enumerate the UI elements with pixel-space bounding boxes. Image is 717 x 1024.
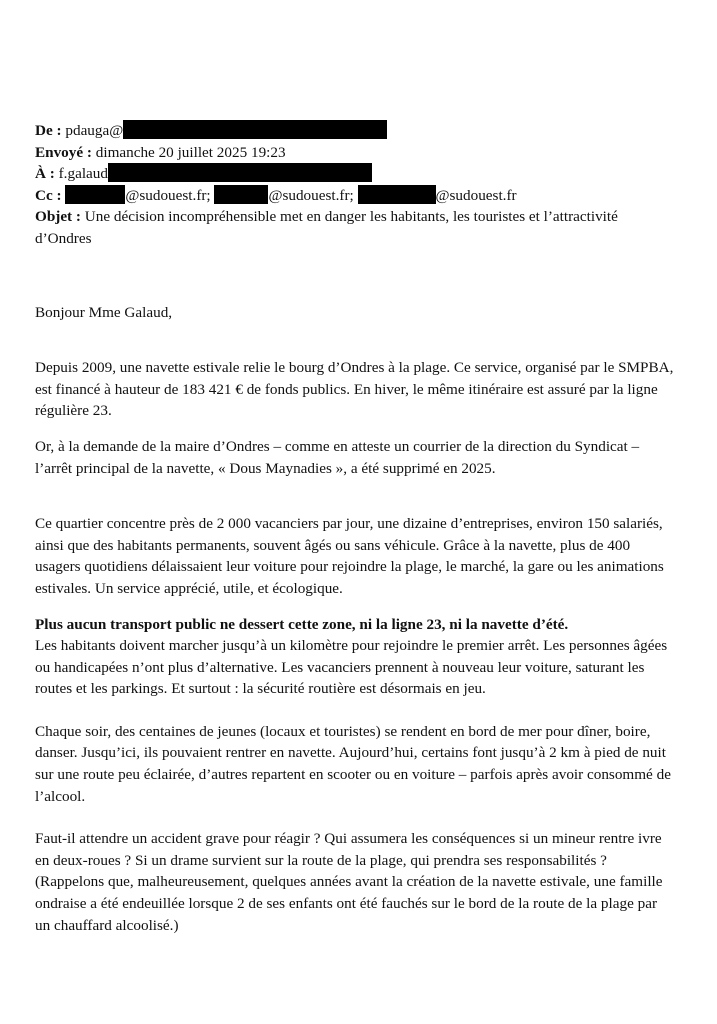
cc-label: Cc : [35,186,62,204]
paragraph-6: Faut-il attendre un accident grave pour réagir ? Qui assumera les conséquences si un mineur rentre ivre en deux-roues ? Si un drame survient sur la route de la plage, qui prendra ses responsabilités ? [35,830,662,869]
paragraph-4 [35,614,675,700]
cc-address-2: @sudouest.fr; [268,186,354,204]
subject-value: Une décision incompréhensible met en danger les habitants, les touristes et l’attractivité d’Ondres [35,208,618,247]
paragraph-4-text: Les habitants doivent marcher jusqu’à un kilomètre pour rejoindre le premier arrêt. Les personnes âgées ou handicapées n’ont plus d’alternative. Les vacanciers prennent à nouveau leur voiture, saturant les routes et les parkings. Et surtout : la sécurité routière est désormais en jeu. [35,637,668,698]
email-document [35,120,675,936]
sent-label: Envoyé : [35,143,92,161]
redaction-bar [108,163,372,182]
redaction-bar [123,120,387,139]
cc-address-1: @sudouest.fr; [125,186,211,204]
paragraph-1: Depuis 2009, une navette estivale relie le bourg d’Ondres à la plage. Ce service, organisé par le SMPBA, est financé à hauteur de 183 421 € de fonds publics. En hiver, le même itinéraire est assuré par la ligne régulière 23. [35,359,674,420]
redaction-bar [214,185,268,204]
to-line [35,163,675,185]
sent-line [35,142,675,164]
paragraph-5: Chaque soir, des centaines de jeunes (locaux et touristes) se rendent en bord de mer pour dîner, boire, danser. Jusqu’ici, ils pouvaient rentrer en navette. Aujourd’hui, certains font jusqu’à 2 km à pied de nuit sur une route peu éclairée, d’autres repartent en scooter ou en voiture – parfois après avoir consommé de l’alcool. [35,722,671,805]
from-line [35,120,675,142]
to-label: À : [35,165,55,183]
greeting: Bonjour Mme Galaud, [35,303,173,321]
email-header [35,120,675,250]
paragraph-3: Ce quartier concentre près de 2 000 vacanciers par jour, une dizaine d’entreprises, environ 150 salariés, ainsi que des habitants permanents, souvent âgés ou sans véhicule. Grâce à la navette, plus de 400 usagers quotidiens délaissaient leur voiture pour rejoindre la plage, le marché, la gare ou les animations estivales. Un service apprécié, utile, et écologique. [35,515,664,597]
from-value: pdauga@ [65,122,124,139]
to-value: f.galaud [58,165,108,183]
redaction-bar [65,185,125,204]
subject-label: Objet : [35,208,81,226]
cc-line [35,185,675,207]
paragraph-2: Or, à la demande de la maire d’Ondres – comme en atteste un courrier de la direction du Syndicat – l’arrêt principal de la navette, « Dous Maynadies », a été supprimé en 2025. [35,437,640,477]
sent-value: dimanche 20 juillet 2025 19:23 [95,143,286,161]
from-label: De : [35,122,62,139]
subject-line [35,206,675,249]
paragraph-7: (Rappelons que, malheureusement, quelques années avant la création de la navette estivale, une famille ondraise a été endeuillée lorsque 2 de ses enfants ont été fauchés sur le bord de la route de la plage par un chauffard alcoolisé.) [35,873,663,934]
cc-address-3: @sudouest.fr [435,186,517,204]
paragraph-4-bold: Plus aucun transport public ne dessert cette zone, ni la ligne 23, ni la navette d’été. [35,615,569,633]
redaction-bar [358,185,436,204]
